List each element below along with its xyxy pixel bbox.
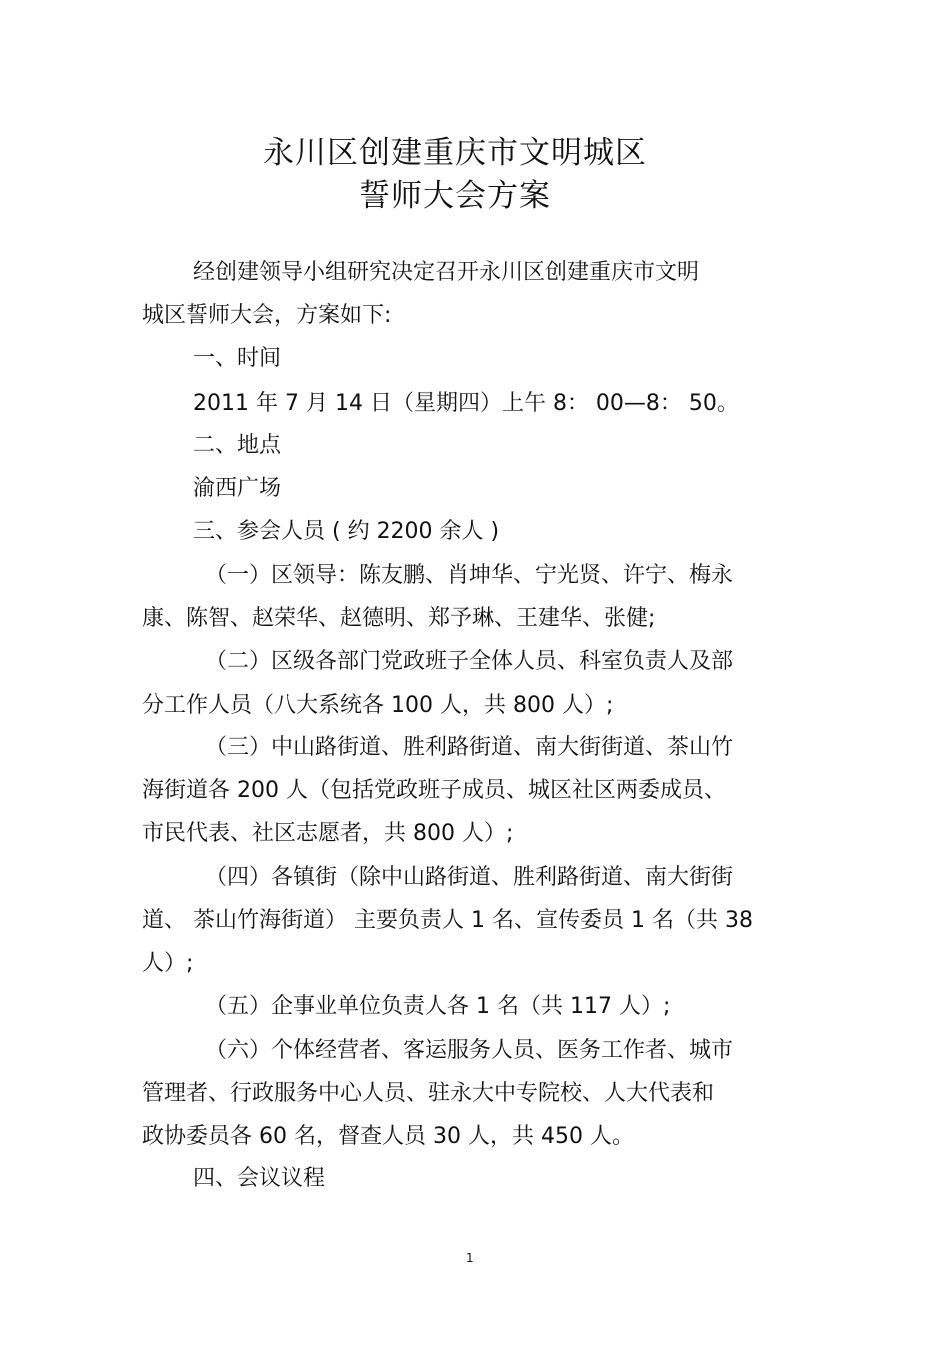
page-number: 1 bbox=[466, 1251, 474, 1265]
meeting-location-text: 渝西广场 bbox=[193, 476, 282, 501]
attendees-item-6-line-3: 政协委员各 60 名，督查人员 30 人，共 450 人。 bbox=[142, 1124, 634, 1149]
attendees-item-6-line-2: 管理者、行政服务中心人员、驻永大中专院校、人大代表和 bbox=[142, 1081, 715, 1106]
attendees-item-3-line-2: 海街道各 200 人（包括党政班子成员、城区社区两委成员、 bbox=[142, 778, 726, 803]
attendees-item-4-line-3: 人）; bbox=[142, 951, 194, 976]
attendees-item-2-line-2: 分工作人员（八大系统各 100 人，共 800 人）; bbox=[142, 693, 614, 718]
attendees-item-4-line-2: 道、 茶山竹海街道） 主要负责人 1 名、宣传委员 1 名（共 38 bbox=[142, 908, 753, 933]
intro-paragraph-line-2: 城区誓师大会，方案如下: bbox=[142, 303, 392, 328]
section-heading-location: 二、地点 bbox=[193, 433, 282, 458]
attendees-item-4-line-1: （四）各镇街（除中山路街道、胜利路街道、南大街街 bbox=[205, 865, 734, 890]
attendees-item-2-line-1: （二）区级各部门党政班子全体人员、科室负责人及部 bbox=[205, 649, 734, 674]
meeting-time-text: 2011 年 7 月 14 日（星期四）上午 8： 00—8： 50。 bbox=[193, 391, 739, 416]
section-heading-attendees: 三、参会人员 ( 约 2200 余人 ) bbox=[193, 519, 500, 544]
intro-paragraph-line-1: 经创建领导小组研究决定召开永川区创建重庆市文明 bbox=[193, 260, 700, 285]
attendees-item-1-line-1: （一）区领导：陈友鹏、肖坤华、宁光贤、许宁、梅永 bbox=[205, 563, 734, 588]
attendees-item-6-line-1: （六）个体经营者、客运服务人员、医务工作者、城市 bbox=[205, 1038, 734, 1063]
attendees-item-3-line-1: （三）中山路街道、胜利路街道、南大街街道、茶山竹 bbox=[205, 735, 734, 760]
attendees-item-3-line-3: 市民代表、社区志愿者，共 800 人）; bbox=[142, 821, 514, 846]
attendees-item-5: （五）企事业单位负责人各 1 名（共 117 人）; bbox=[205, 994, 671, 1019]
document-title-line-1: 永川区创建重庆市文明城区 bbox=[263, 135, 647, 171]
section-heading-agenda: 四、会议议程 bbox=[193, 1166, 326, 1191]
attendees-item-1-line-2: 康、陈智、赵荣华、赵德明、郑予琳、王建华、张健; bbox=[142, 606, 656, 631]
section-heading-time: 一、时间 bbox=[193, 346, 282, 371]
document-title-line-2: 誓师大会方案 bbox=[359, 178, 551, 214]
